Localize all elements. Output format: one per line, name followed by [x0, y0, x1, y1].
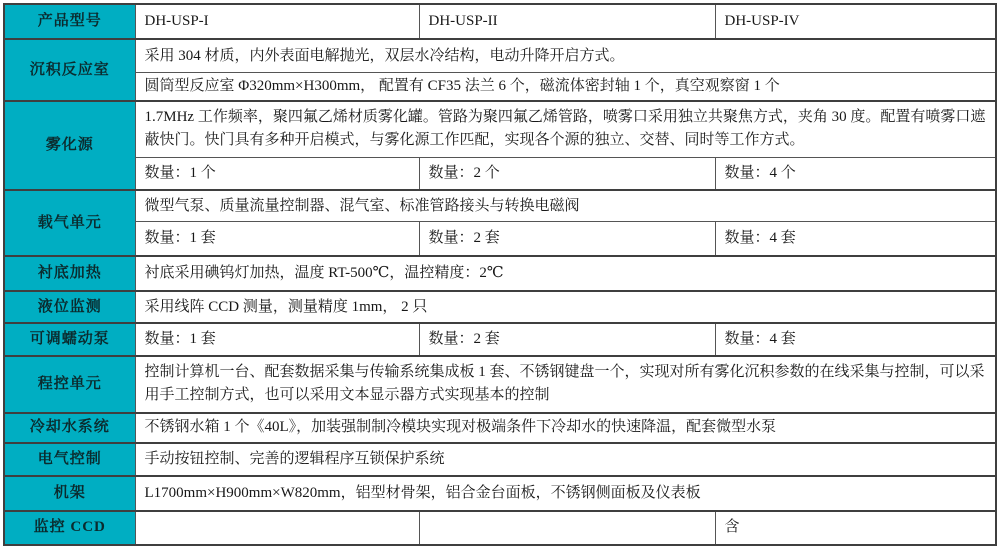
- section-label-peristaltic-pump: 可调蠕动泵: [4, 323, 135, 356]
- quantity-cell: 数量：4 套: [715, 323, 996, 356]
- quantity-cell: 数量：1 个: [135, 157, 419, 190]
- spec-text-cell: 不锈钢水箱 1 个《40L》，加装强制制冷模块实现对极端条件下冷却水的快速降温，配套微型水泵: [135, 413, 996, 443]
- spec-text-cell: 采用线阵 CCD 测量，测量精度 1mm， 2 只: [135, 291, 996, 323]
- section-label-liquid-level-monitor: 液位监测: [4, 291, 135, 323]
- table-row: [4, 443, 996, 476]
- quantity-cell: 数量：2 套: [419, 323, 715, 356]
- table-row: [4, 323, 996, 356]
- header-row: [4, 4, 996, 39]
- section-label-atomizer-source: 雾化源: [4, 101, 135, 190]
- section-label-monitoring-ccd: 监控 CCD: [4, 511, 135, 545]
- quantity-cell: 数量：2 套: [419, 221, 715, 256]
- table-row: [4, 157, 996, 190]
- table-row: [4, 190, 996, 221]
- quantity-cell: 数量：4 个: [715, 157, 996, 190]
- section-label-frame: 机架: [4, 476, 135, 511]
- section-label-electrical-control: 电气控制: [4, 443, 135, 476]
- spec-text-cell: 圆筒型反应室 Φ320mm×H300mm， 配置有 CF35 法兰 6 个，磁流体密封轴 1 个，真空观察窗 1 个: [135, 72, 996, 101]
- section-label-carrier-gas-unit: 载气单元: [4, 190, 135, 256]
- section-label-deposition-chamber: 沉积反应室: [4, 39, 135, 101]
- table-row: [4, 256, 996, 291]
- table-row: [4, 39, 996, 72]
- table-row: [4, 511, 996, 545]
- spec-text-cell: 衬底采用碘钨灯加热，温度 RT-500℃，温控精度：2℃: [135, 256, 996, 291]
- quantity-cell: 数量：1 套: [135, 221, 419, 256]
- model-name-cell: DH-USP-IV: [715, 4, 996, 39]
- spec-text-cell: 含: [715, 511, 996, 545]
- quantity-cell: 数量：4 套: [715, 221, 996, 256]
- quantity-cell: 数量：2 个: [419, 157, 715, 190]
- section-label-substrate-heating: 衬底加热: [4, 256, 135, 291]
- product-model-label: 产品型号: [4, 4, 135, 39]
- model-name-cell: DH-USP-II: [419, 4, 715, 39]
- spec-text-cell: 手动按钮控制、完善的逻辑程序互锁保护系统: [135, 443, 996, 476]
- quantity-cell: 数量：1 套: [135, 323, 419, 356]
- table-row: [4, 101, 996, 157]
- table-row: [4, 291, 996, 323]
- spec-text-cell: 控制计算机一台、配套数据采集与传输系统集成板 1 套、不锈钢键盘一个，实现对所有雾化沉积参数的在线采集与控制，可以采用手工控制方式，也可以采用文本显示器方式实现基本的控制: [135, 356, 996, 413]
- table-row: [4, 221, 996, 256]
- spec-text-cell: [135, 511, 419, 545]
- spec-text-cell: 微型气泵、质量流量控制器、混气室、标准管路接头与转换电磁阀: [135, 190, 996, 221]
- table-row: [4, 476, 996, 511]
- model-name-cell: DH-USP-I: [135, 4, 419, 39]
- spec-text-cell: [419, 511, 715, 545]
- table-row: [4, 413, 996, 443]
- spec-table: [3, 3, 997, 546]
- spec-text-cell: 采用 304 材质，内外表面电解抛光，双层水冷结构，电动升降开启方式。: [135, 39, 996, 72]
- table-row: [4, 72, 996, 101]
- spec-text-cell: L1700mm×H900mm×W820mm，铝型材骨架，铝合金台面板，不锈钢侧面板及仪表板: [135, 476, 996, 511]
- section-label-program-control-unit: 程控单元: [4, 356, 135, 413]
- section-label-cooling-water-system: 冷却水系统: [4, 413, 135, 443]
- spec-text-cell: 1.7MHz 工作频率，聚四氟乙烯材质雾化罐。管路为聚四氟乙烯管路，喷雾口采用独立共聚焦方式，夹角 30 度。配置有喷雾口遮蔽快门。快门具有多种开启模式，与雾化源工作匹配，实现各个源的独立、交替、同时等工作方式。: [135, 101, 996, 157]
- table-row: [4, 356, 996, 413]
